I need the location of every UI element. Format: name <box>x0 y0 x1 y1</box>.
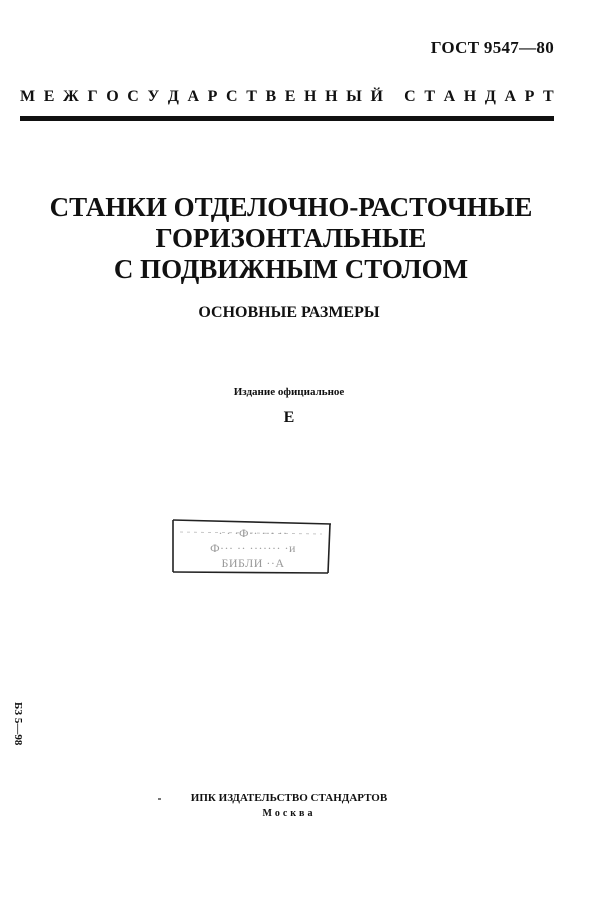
heading-gap <box>392 88 396 106</box>
heading-letter: С <box>127 88 139 105</box>
document-title <box>0 192 582 285</box>
stamp-line-2: Ф··· ·· ······· ·и <box>210 541 296 555</box>
heading-letter: Р <box>207 88 218 105</box>
heading-letter: Т <box>246 88 257 105</box>
publisher-name: ИПК ИЗДАТЕЛЬСТВО СТАНДАРТОВ <box>190 792 388 804</box>
heading-letter: Н <box>325 88 338 105</box>
title-line-3: С ПОДВИЖНЫМ СТОЛОМ <box>113 254 469 284</box>
heading-letter: А <box>187 88 200 105</box>
title-line-1: СТАНКИ ОТДЕЛОЧНО-РАСТОЧНЫЕ <box>49 192 533 222</box>
heading-letter: Т <box>424 88 435 105</box>
edition-label: Издание официальное <box>233 386 345 398</box>
stamp-line-1: · · ·Ф·· ··· ·· <box>218 526 288 540</box>
heading-letter: Н <box>463 88 477 105</box>
heading-letter: С <box>404 88 416 105</box>
header-rule <box>20 116 554 121</box>
heading-letter: Р <box>524 88 535 105</box>
stamp-text <box>178 526 328 571</box>
heading-letter: Т <box>543 88 554 105</box>
heading-letter: Е <box>284 88 296 105</box>
heading-letter: Й <box>370 88 383 105</box>
category-letter: Е <box>283 409 295 426</box>
publisher-city: Москва <box>262 808 316 819</box>
heading-letter: В <box>265 88 277 105</box>
heading-letter: А <box>443 88 456 105</box>
heading-letter: А <box>504 88 517 105</box>
heading-letter: Д <box>484 88 496 105</box>
title-line-2: ГОРИЗОНТАЛЬНЫЕ <box>155 223 427 253</box>
standard-type-heading <box>20 88 554 106</box>
heading-letter: Ж <box>63 88 79 105</box>
heading-letter: Г <box>87 88 98 105</box>
heading-letter: У <box>147 88 160 105</box>
heading-letter: Е <box>43 88 55 105</box>
side-note-text: БЗ 5—98 <box>12 702 24 746</box>
heading-letter: Н <box>304 88 317 105</box>
heading-letter: С <box>226 88 238 105</box>
heading-letter: О <box>106 88 119 105</box>
side-note <box>10 702 26 762</box>
stamp-line-3: БИБЛИ ··А <box>221 556 285 570</box>
heading-letter: Ы <box>346 88 362 105</box>
standard-code: ГОСТ 9547—80 <box>430 38 554 57</box>
heading-letter: Д <box>167 88 179 105</box>
document-subtitle: ОСНОВНЫЕ РАЗМЕРЫ <box>198 304 380 321</box>
heading-letter: М <box>20 88 36 105</box>
